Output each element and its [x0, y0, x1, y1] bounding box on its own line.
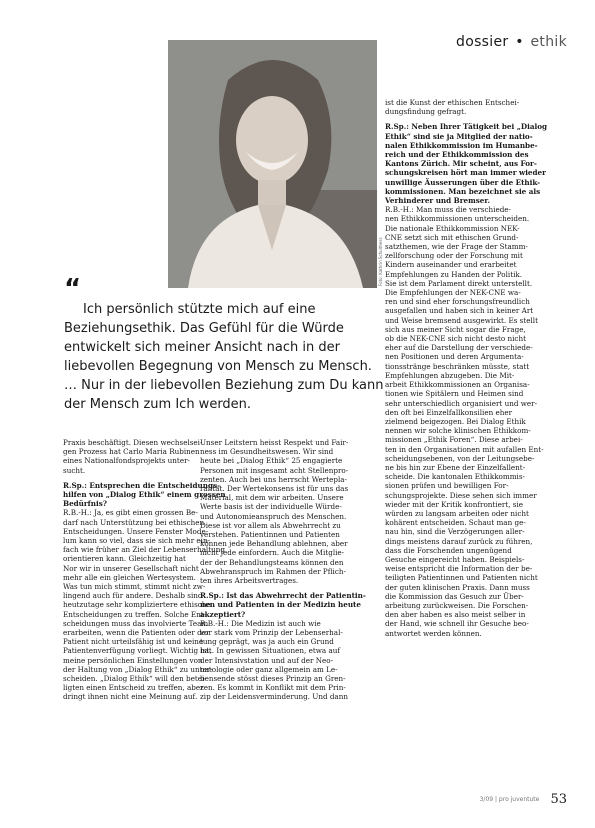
body-line: Abwehranspruch im Rahmen der Pflich- [200, 566, 346, 576]
body-line: ob die NEK-CNE sich nicht desto nicht [385, 334, 526, 344]
question-line: R.Sp.: Neben Ihrer Tätigkeit bei „Dialog [385, 122, 548, 132]
body-line: mehr alle ein gleichen Wertesystem. [63, 572, 196, 582]
body-line: R.B.-H.: Die Medizin ist auch wie [200, 618, 321, 628]
body-line: orientieren kann. Gleichzeitig hat [63, 554, 186, 564]
body-line: Entscheidungen zu treffen. Solche Ent- [63, 609, 207, 619]
body-line: Entscheidungen. Unsere Fenster Mode- [63, 526, 209, 536]
photo-credit: Foto: Kathrin Schulthess [378, 237, 383, 286]
body-line: schungsprojekte. Diese sehen sich immer [385, 490, 537, 500]
question-line: akzeptiert? [200, 609, 246, 619]
body-line: scheide. Die kantonalen Ethikkommis- [385, 472, 525, 482]
question-line: nen und Patienten in der Medizin heute [200, 600, 361, 610]
question-line: schungskreisen hört man immer wieder [385, 168, 546, 178]
body-line: ten ihres Arbeitsvertrages. [200, 576, 299, 586]
section-label [456, 34, 567, 50]
body-line: teiligten Patientinnen und Patienten nicht [385, 573, 538, 583]
body-line: Diese ist vor allem als Abwehrrecht zu [200, 520, 341, 530]
body-line: ren und sind eher forschungsfreundlich [385, 297, 530, 307]
body-line: bensende stösst dieses Prinzip an Gren- [200, 674, 346, 684]
body-line: wieder mit der Kritik konfrontiert, sie [385, 499, 524, 509]
question-line: Verhinderer und Bremser. [385, 196, 490, 206]
body-line: nen Ethikkommissionen unterscheiden. [385, 214, 530, 224]
body-line: ist die Kunst der ethischen Entschei- [385, 98, 520, 107]
question-line: kommissionen. Man bezeichnet sie als [385, 186, 541, 196]
body-line: zip der Leidensverminderung. Und dann [200, 692, 348, 702]
body-line: sich aus meiner Sicht sogar die Frage, [385, 324, 526, 334]
body-line: ligten einen Entscheid zu treffen, aber [63, 683, 204, 693]
body-line: scheiden. „Dialog Ethik“ will den betei- [63, 674, 207, 684]
body-line: der guten klinischen Praxis. Dann muss [385, 582, 530, 592]
body-line: natologie oder ganz allgemein am Le- [200, 664, 338, 674]
subsection-name: ethik [530, 34, 567, 50]
body-line: gen Prozess hat Carlo Maria Rubinen [63, 447, 200, 457]
body-line: dungsfindung gefragt. [385, 107, 467, 117]
body-line: Empfehlungen abzugeben. Die Mit- [385, 370, 515, 380]
question-line: R.Sp.: Ist das Abwehrrecht der Patientin- [200, 591, 366, 601]
question-line: Bedürfnis? [63, 499, 107, 509]
body-line: zielmend beigezogen. Bei Dialog Ethik [385, 416, 526, 426]
body-line: die Kommission das Gesuch zur Über- [385, 591, 524, 601]
body-line: meine persönlichen Einstellungen von [63, 655, 203, 665]
quote-line: liebevollen Begegnung von Mensch zu Mensch. [64, 359, 372, 374]
body-line: der Haltung von „Dialog Ethik“ zu unter- [63, 664, 213, 674]
body-line: Werte basis ist der individuelle Würde- [200, 502, 342, 512]
body-line: lum kann so viel, dass sie sich mehr ein- [63, 536, 211, 546]
body-line: dass die Forschenden ungenügend [385, 545, 512, 555]
body-line: R.B.-H.: Ja, es gibt einen grossen Be- [63, 508, 198, 518]
body-line: Patient nicht urteilsfähig ist und keine [63, 637, 204, 647]
quote-line: der Mensch zum Ich werden. [64, 397, 252, 412]
body-line: den oft bei Einzelfallkonsilien eher [385, 407, 513, 417]
body-line: heutzutage sehr kompliziertere ethische [63, 600, 211, 610]
body-line: dringt ihnen nicht eine Meinung auf. [63, 692, 198, 702]
body-line: Nor wir in unserer Gesellschaft nicht [63, 563, 199, 573]
body-line: Was tun mich stimmt, stimmt nicht zw- [63, 582, 206, 592]
question-line: Ethik“ sind sie ja Mitglied der natio- [385, 131, 533, 141]
question-line: R.Sp.: Entsprechen die Entscheidungs- [63, 480, 221, 490]
body-line: sionen prüfen und bewilligen For- [385, 481, 509, 491]
body-line: Die nationale Ethikkommission NEK- [385, 223, 520, 233]
body-line: Kindern auseinander und erarbeitet [385, 260, 517, 270]
body-line: würden zu langsam arbeiten oder nicht [385, 508, 529, 518]
body-line: Material, mit dem wir arbeiten. Unsere [200, 493, 344, 503]
question-line: unwillige Äusserungen über die Ethik- [385, 177, 541, 187]
body-line: Sie ist dem Parlament direkt unterstellt. [385, 278, 533, 288]
body-line: der Intensivstation und auf der Neo- [200, 655, 334, 665]
body-line: nicht jede einfordern. Auch die Mitglie- [200, 548, 345, 558]
quote-line: … Nur in der liebevollen Beziehung zum Du kann [64, 378, 384, 393]
body-line: Personen mit insgesamt acht Stellenpro- [200, 465, 349, 475]
body-line: scheidungen muss das involvierte Team [63, 618, 209, 628]
question-line: reich und der Ethikkommission des [385, 150, 529, 160]
quote-line: Ich persönlich stützte mich auf eine [83, 302, 316, 317]
body-line: missionen „Ethik Foren“. Diese arbei- [385, 435, 523, 445]
question-line: nalen Ethikkommission im Humanbe- [385, 140, 538, 150]
body-line: lingend auch für andere. Deshalb sind [63, 591, 203, 601]
body-line: zen. Es kommt in Konflikt mit dem Prin- [200, 683, 346, 693]
body-line: Die Empfehlungen der NEK-CNE wa- [385, 288, 521, 298]
body-column-2 [200, 438, 366, 702]
body-line: nennen wir solche klinischen Ethikkom- [385, 426, 531, 436]
body-line: ausgefallen und haben sich in keiner Art [385, 306, 534, 316]
body-line: Unser Leitstern heisst Respekt und Fair- [200, 438, 349, 447]
body-line: zellforschung oder der Forschung mit [385, 251, 523, 261]
body-line: Patientenverfügung vorliegt. Wichtig ist, [63, 646, 212, 656]
body-line: sucht. [63, 465, 86, 475]
body-line: eher auf die Darstellung der verschiede- [385, 343, 533, 353]
quote-line: Beziehungsethik. Das Gefühl für die Würde [64, 321, 344, 336]
body-line: nen Positionen und deren Argumenta- [385, 352, 524, 362]
portrait-illustration [168, 40, 377, 288]
page-number: 53 [550, 792, 567, 807]
body-line: Empfehlungen zu Handen der Politik. [385, 269, 523, 279]
body-line: hat. In gewissen Situationen, etwa auf [200, 646, 341, 656]
pull-quote [64, 300, 412, 414]
body-line: ne bis hin zur Ebene der Einzelfallent- [385, 462, 526, 472]
body-line: ralität. Der Wertekonsens ist für uns das [200, 484, 349, 494]
body-line: tung geprägt, was ja auch ein Grund [200, 637, 334, 647]
body-line: nau hin, sind die Verzögerungen aller- [385, 527, 525, 537]
body-column-3 [385, 98, 548, 638]
body-line: und Autonomieanspruch des Menschen. [200, 511, 347, 521]
body-line: Praxis beschäftigt. Diesen wechselsei- [63, 438, 203, 447]
portrait-photo [168, 40, 377, 288]
body-line: satzthemen, wie der Frage der Stamm- [385, 242, 528, 252]
body-line: weise entspricht die Information der be- [385, 564, 533, 574]
body-line: kohärent entscheiden. Schaut man ge- [385, 518, 526, 528]
body-line: den aber haben es also meist selber in [385, 610, 526, 620]
body-line: R.B.-H.: Man muss die verschiede- [385, 205, 511, 215]
quote-line: entwickelt sich meiner Ansicht nach in der [64, 340, 340, 355]
body-line: CNE setzt sich mit ethischen Grund- [385, 232, 519, 242]
body-line: scheidungsebenen, von der Leitungsebe- [385, 453, 535, 463]
section-name: dossier [456, 34, 509, 50]
question-line: Kantons Zürich. Mir scheint, aus For- [385, 159, 537, 169]
body-line: der der Behandlungsteams können den [200, 557, 344, 567]
body-line: ness im Gesundheitswesen. Wir sind [200, 447, 334, 457]
body-line: antwortet werden können. [385, 628, 482, 638]
magazine-issue: 3/09 | pro juventute [479, 796, 540, 803]
body-line: erarbeiten, wenn die Patienten oder der [63, 628, 210, 638]
body-line: eines Nationalfondsprojekts unter- [63, 456, 190, 466]
body-line: zenten. Auch bei uns herrscht Wertepla- [200, 474, 347, 484]
body-line: arbeit Ethikkommissionen an Organisa- [385, 380, 530, 390]
body-line: verstehen. Patientinnen und Patienten [200, 530, 340, 540]
body-line: vor stark vom Prinzip der Lebenserhal- [200, 628, 343, 638]
body-line: dings meistens darauf zurück zu führen, [385, 536, 533, 546]
body-line: sehr unterschiedlich organisiert und wer- [385, 398, 538, 408]
separator-dot: • [515, 34, 524, 50]
body-line: ten in den Organisationen mit aufallen Ent- [385, 444, 544, 454]
quote-mark: “ [64, 274, 82, 304]
body-line: arbeitung zurückweisen. Die Forschen- [385, 600, 529, 610]
body-line: und Weise bremsend ausgewirkt. Es stellt [385, 315, 538, 325]
page-footer [480, 789, 567, 808]
body-line: fach wie früher an Ziel der Lebenserhaltung [63, 545, 225, 555]
body-line: darf nach Unterstützung bei ethischen [63, 517, 205, 527]
body-line: tionen wie Spitälern und Heimen sind [385, 389, 524, 399]
body-line: Gesuche eingereicht haben. Beispiels- [385, 554, 525, 564]
question-line: hilfen von „Dialog Ethik“ einem grossen [63, 490, 226, 500]
body-line: heute bei „Dialog Ethik“ 25 engagierte [200, 456, 343, 466]
body-line: tionsstränge beschränken müsste, statt [385, 361, 530, 371]
body-line: können jede Behandlung ablehnen, aber [200, 539, 348, 549]
body-line: der Hand, wie schnell ihr Gesuche beo- [385, 619, 529, 629]
